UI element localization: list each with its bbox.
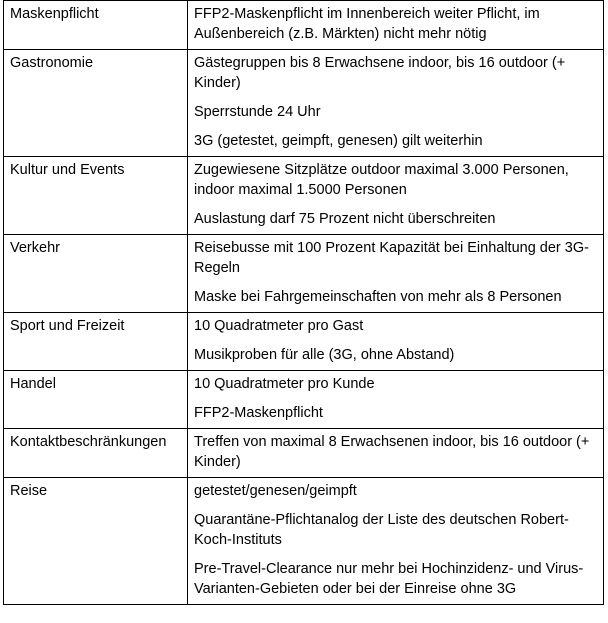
details-cell [188,429,604,478]
details-cell [188,157,604,235]
details-cell [188,478,604,605]
detail-text: Musikproben für alle (3G, ohne Abstand) [194,347,455,363]
category-cell: Sport und Freizeit [4,313,188,371]
table-row [4,1,604,50]
details-cell [188,235,604,313]
table-row [4,429,604,478]
details-cell [188,1,604,50]
details-cell [188,50,604,157]
detail-text: Pre-Travel-Clearance nur mehr bei Hochinzidenz- und Virus-Varianten-Gebieten oder bei der Einreise ohne 3G [194,561,584,597]
detail-text: Quarantäne-Pflichtanalog der Liste des deutschen Robert-Koch-Instituts [194,512,569,548]
table-row [4,235,604,313]
detail-text: getestet/genesen/geimpft [194,483,357,499]
detail-text: 10 Quadratmeter pro Kunde [194,376,375,392]
category-cell: Reise [4,478,188,605]
detail-text: Auslastung darf 75 Prozent nicht überschreiten [194,211,496,227]
detail-text: FFP2-Maskenpflicht [194,405,323,421]
detail-text: Reisebusse mit 100 Prozent Kapazität bei Einhaltung der 3G-Regeln [194,240,589,276]
table-row [4,50,604,157]
detail-text: Zugewiesene Sitzplätze outdoor maximal 3.000 Personen, indoor maximal 1.5000 Personen [194,162,569,198]
detail-text: Treffen von maximal 8 Erwachsenen indoor, bis 16 outdoor (+ Kinder) [194,434,590,470]
category-cell: Kontaktbeschränkungen [4,429,188,478]
detail-text: FFP2-Maskenpflicht im Innenbereich weiter Pflicht, im Außenbereich (z.B. Märkten) nicht mehr nötig [194,6,540,42]
category-cell: Kultur und Events [4,157,188,235]
detail-text: Gästegruppen bis 8 Erwachsene indoor, bis 16 outdoor (+ Kinder) [194,55,566,91]
category-cell: Gastronomie [4,50,188,157]
detail-text: Maske bei Fahrgemeinschaften von mehr als 8 Personen [194,289,562,305]
rules-table [3,0,604,605]
category-cell: Handel [4,371,188,429]
table-row [4,157,604,235]
detail-text: 3G (getestet, geimpft, genesen) gilt weiterhin [194,133,483,149]
category-cell: Verkehr [4,235,188,313]
details-cell [188,313,604,371]
details-cell [188,371,604,429]
table-row [4,313,604,371]
category-cell: Maskenpflicht [4,1,188,50]
detail-text: 10 Quadratmeter pro Gast [194,318,364,334]
table-row [4,371,604,429]
table-row [4,478,604,605]
detail-text: Sperrstunde 24 Uhr [194,104,321,120]
